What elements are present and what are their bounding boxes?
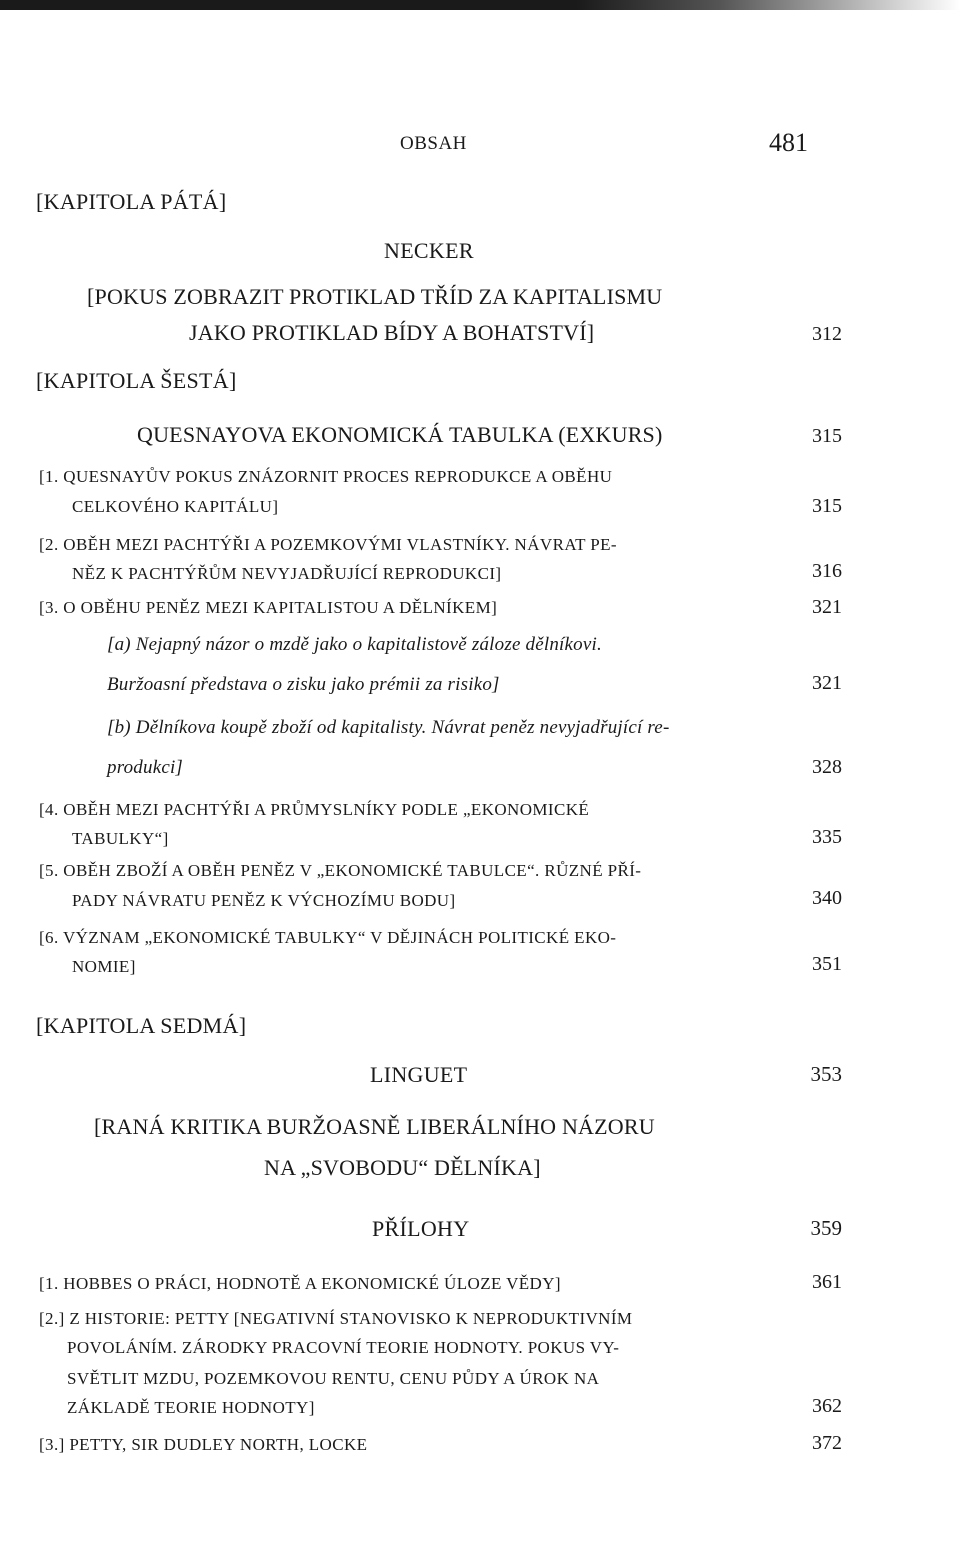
page-ref-315a: 315 [812,425,842,447]
page-ref-361: 361 [812,1271,842,1293]
chapter-title-5: NECKER [384,238,474,263]
page-ref-328: 328 [812,756,842,778]
page-number: 481 [769,128,808,157]
chapter-subtitle-7-line1: [RANÁ KRITIKA BURŽOASNĚ LIBERÁLNÍHO NÁZORU [94,1114,655,1139]
chapter-label-5: [KAPITOLA PÁTÁ] [36,189,227,214]
page-ref-362: 362 [812,1395,842,1417]
chapter-title-7: LINGUET [370,1062,468,1087]
entry-6-4-line1: [4. OBĚH MEZI PACHTÝŘI A PRŮMYSLNÍKY PODLE „EKONOMICKÉ [39,800,590,819]
page-ref-351: 351 [812,953,842,975]
page-ref-316: 316 [812,560,842,582]
chapter-subtitle-5-line1: [POKUS ZOBRAZIT PROTIKLAD TŘÍD ZA KAPITALISMU [87,284,663,309]
page-ref-335: 335 [812,826,842,848]
entry-6-3a-line1: [a) Nejapný názor o mzdě jako o kapitalistově záloze dělníkovi. [107,634,602,655]
page-ref-312: 312 [812,323,842,345]
entry-6-1-line1: [1. QUESNAYŮV POKUS ZNÁZORNIT PROCES REPRODUKCE A OBĚHU [39,467,613,486]
entry-6-6-line1: [6. VÝZNAM „EKONOMICKÉ TABULKY“ V DĚJINÁCH POLITICKÉ EKO- [39,928,617,947]
entry-6-3b-line1: [b) Dělníkova koupě zboží od kapitalisty. Návrat peněz nevyjadřující re- [107,717,670,738]
page-ref-359: 359 [810,1216,842,1240]
appendices-title: PŘÍLOHY [372,1216,470,1241]
page-ref-315b: 315 [812,495,842,517]
entry-6-2-line1: [2. OBĚH MEZI PACHTÝŘI A POZEMKOVÝMI VLASTNÍKY. NÁVRAT PE- [39,535,617,554]
page-ref-321a: 321 [812,596,842,618]
running-header: OBSAH [400,133,467,154]
appendix-3: [3.] PETTY, SIR DUDLEY NORTH, LOCKE [39,1435,368,1454]
appendix-2-line2: POVOLÁNÍM. ZÁRODKY PRACOVNÍ TEORIE HODNOTY. POKUS VY- [67,1338,620,1357]
page-ref-340: 340 [812,887,842,909]
entry-6-3b-line2: produkci] [107,757,184,778]
page-ref-372: 372 [812,1432,842,1454]
appendix-2-line4: ZÁKLADĚ TEORIE HODNOTY] [67,1398,315,1417]
appendix-2-line3: SVĚTLIT MZDU, POZEMKOVOU RENTU, CENU PŮDY A ÚROK NA [67,1369,600,1388]
appendix-2-line1: [2.] Z HISTORIE: PETTY [NEGATIVNÍ STANOVISKO K NEPRODUKTIVNÍM [39,1309,633,1328]
entry-6-2-line2: NĚZ K PACHTÝŘŮM NEVYJADŘUJÍCÍ REPRODUKCI] [72,564,502,583]
chapter-label-6: [KAPITOLA ŠESTÁ] [36,368,237,393]
page-ref-353: 353 [810,1062,842,1086]
entry-6-4-line2: TABULKY“] [72,829,169,848]
entry-6-3: [3. O OBĚHU PENĚZ MEZI KAPITALISTOU A DĚLNÍKEM] [39,598,498,617]
entry-6-3a-line2: Buržoasní představa o zisku jako prémii za risiko] [107,674,500,695]
chapter-label-7: [KAPITOLA SEDMÁ] [36,1013,247,1038]
entry-6-1-line2: CELKOVÉHO KAPITÁLU] [72,497,279,516]
page-ref-321b: 321 [812,672,842,694]
chapter-subtitle-7-line2: NA „SVOBODU“ DĚLNÍKA] [264,1155,541,1180]
entry-6-5-line1: [5. OBĚH ZBOŽÍ A OBĚH PENĚZ V „EKONOMICKÉ TABULCE“. RŮZNÉ PŘÍ- [39,861,642,880]
entry-6-6-line2: NOMIE] [72,957,136,976]
entry-6-5-line2: PADY NÁVRATU PENĚZ K VÝCHOZÍMU BODU] [72,891,456,910]
chapter-title-6: QUESNAYOVA EKONOMICKÁ TABULKA (EXKURS) [137,422,663,447]
chapter-subtitle-5-line2: JAKO PROTIKLAD BÍDY A BOHATSTVÍ] [189,320,595,345]
appendix-1: [1. HOBBES O PRÁCI, HODNOTĚ A EKONOMICKÉ ÚLOZE VĚDY] [39,1274,561,1293]
